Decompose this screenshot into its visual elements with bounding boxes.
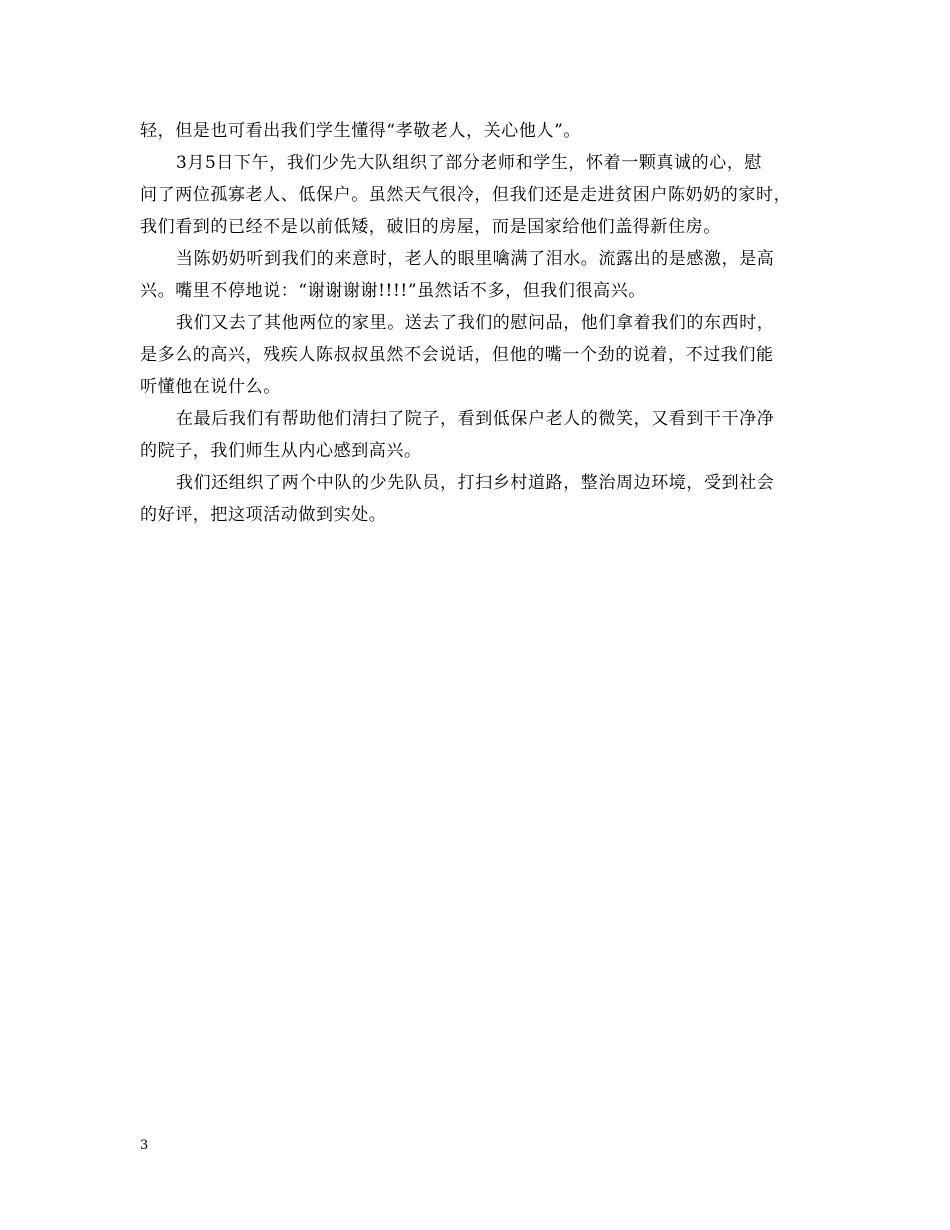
text-line: 我们看到的已经不是以前低矮，破旧的房屋，而是国家给他们盖得新住房。 [140, 217, 721, 237]
text-line: 我们又去了其他两位的家里。送去了我们的慰问品，他们拿着我们的东西时， [176, 313, 775, 333]
text-line: 的院子，我们师生从内心感到高兴。 [140, 441, 422, 461]
text-line: 我们还组织了两个中队的少先队员，打扫乡村道路，整治周边环境，受到社会 [176, 473, 775, 493]
text-line: 的好评，把这项活动做到实处。 [140, 505, 387, 525]
text-line: 当陈奶奶听到我们的来意时，老人的眼里噙满了泪水。流露出的是感激，是高 [176, 249, 775, 269]
body-text [140, 115, 812, 531]
text-line: 轻，但是也可看出我们学生懂得“孝敬老人，关心他人”。 [140, 121, 581, 141]
text-line: 在最后我们有帮助他们清扫了院子，看到低保户老人的微笑，又看到干干净净 [176, 409, 775, 429]
page-number: 3 [140, 1138, 149, 1153]
text-line: 是多么的高兴，残疾人陈叔叔虽然不会说话，但他的嘴一个劲的说着，不过我们能 [140, 345, 774, 365]
text-line: 3月5日下午，我们少先大队组织了部分老师和学生，怀着一颗真诚的心，慰 [176, 153, 763, 173]
text-line: 听懂他在说什么。 [140, 377, 281, 397]
text-line: 问了两位孤寡老人、低保户。虽然天气很冷，但我们还是走进贫困户陈奶奶的家时， [140, 185, 792, 205]
text-line: 兴。嘴里不停地说：“谢谢谢谢!!!!”虽然话不多，但我们很高兴。 [140, 281, 646, 301]
